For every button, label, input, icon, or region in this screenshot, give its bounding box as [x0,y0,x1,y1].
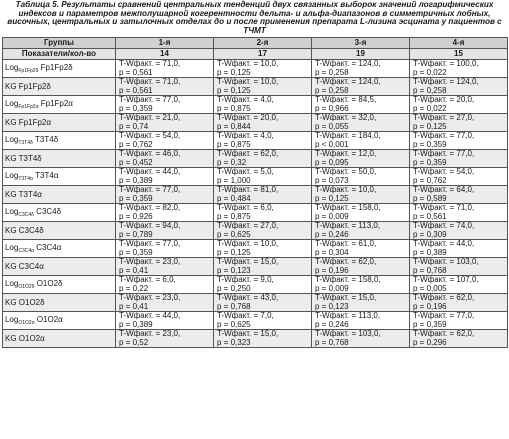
result-cell-group-4 [410,312,508,330]
p-value: p = 0,762 [119,139,153,149]
p-value: p = 0,125 [217,85,251,95]
p-value: p = 0,875 [217,211,251,221]
test-statistic: T-Wфакт. = 77,0, [119,185,181,195]
p-value: p < 0,001 [315,139,349,149]
test-statistic: T-Wфакт. = 54,0, [413,167,475,177]
test-statistic: T-Wфакт. = 10,0, [217,239,279,249]
test-statistic: T-Wфакт. = 23,0, [119,293,181,303]
test-statistic: T-Wфакт. = 15,0, [217,329,279,339]
test-statistic: T-Wфакт. = 103,0, [315,329,381,339]
test-statistic: T-Wфакт. = 23,0, [119,257,181,267]
result-cell-group-2 [214,222,312,240]
result-cell-group-2 [214,294,312,312]
result-cell-group-3 [312,330,410,348]
p-value: p = 0,966 [315,103,349,113]
p-value: p = 0,022 [413,103,447,113]
test-statistic: T-Wфакт. = 77,0, [413,311,475,321]
p-value: p = 1,000 [217,175,251,185]
test-statistic: T-Wфакт. = 71,0, [119,77,181,87]
test-statistic: T-Wфакт. = 7,0, [217,311,274,321]
row-label-rest: O1O2δ [34,279,63,289]
group-2-count: 17 [214,49,312,60]
test-statistic: T-Wфакт. = 10,0, [315,185,377,195]
row-label-main: KG T3T4δ [5,153,42,163]
p-value: p = 0,123 [217,265,251,275]
test-statistic: T-Wфакт. = 158,0, [315,275,381,285]
test-statistic: T-Wфакт. = 124,0, [315,77,381,87]
p-value: p = 0,359 [413,319,447,329]
row-label [3,78,116,96]
result-cell-group-2 [214,150,312,168]
group-1-count: 14 [116,49,214,60]
result-cell-group-1 [116,186,214,204]
row-label [3,312,116,330]
result-cell-group-4 [410,258,508,276]
test-statistic: T-Wфакт. = 43,0, [217,293,279,303]
p-value: p = 0,009 [315,211,349,221]
test-statistic: T-Wфакт. = 15,0, [315,293,377,303]
test-statistic: T-Wфакт. = 124,0, [315,59,381,69]
row-label [3,294,116,312]
test-statistic: T-Wфакт. = 50,0, [315,167,377,177]
result-cell-group-4 [410,96,508,114]
p-value: p = 0,561 [119,85,153,95]
test-statistic: T-Wфакт. = 23,0, [119,329,181,339]
test-statistic: T-Wфакт. = 32,0, [315,113,377,123]
result-cell-group-4 [410,294,508,312]
p-value: p = 0,123 [315,301,349,311]
p-value: p = 0,41 [119,301,149,311]
test-statistic: T-Wфакт. = 77,0, [413,149,475,159]
p-value: p = 0,74 [119,121,149,131]
p-value: p = 0,125 [217,247,251,257]
result-cell-group-1 [116,132,214,150]
result-cell-group-3 [312,240,410,258]
test-statistic: T-Wфакт. = 158,0, [315,203,381,213]
test-statistic: T-Wфакт. = 61,0, [315,239,377,249]
result-cell-group-4 [410,276,508,294]
row-label-main: Log [5,279,19,289]
p-value: p = 0,926 [119,211,153,221]
group-3-count: 19 [312,49,410,60]
test-statistic: T-Wфакт. = 27,0, [217,221,279,231]
table-row [3,204,508,222]
result-cell-group-1 [116,114,214,132]
result-cell-group-3 [312,186,410,204]
result-cell-group-4 [410,240,508,258]
p-value: p = 0,484 [217,193,251,203]
result-cell-group-2 [214,330,312,348]
test-statistic: T-Wфакт. = 12,0, [315,149,377,159]
result-cell-group-2 [214,168,312,186]
row-label-rest: C3C4δ [33,207,62,217]
test-statistic: T-Wфакт. = 84,5, [315,95,377,105]
results-table [2,37,508,348]
row-label [3,60,116,78]
result-cell-group-3 [312,294,410,312]
table-row [3,186,508,204]
row-label-rest: O1O2α [34,315,63,325]
row-label [3,240,116,258]
result-cell-group-2 [214,78,312,96]
test-statistic: T-Wфакт. = 100,0, [413,59,479,69]
row-label [3,222,116,240]
table-row [3,294,508,312]
row-label-subscript: Fp1Fp2α [18,104,39,111]
p-value: p = 0,359 [413,157,447,167]
result-cell-group-3 [312,132,410,150]
result-cell-group-1 [116,96,214,114]
p-value: p = 0,389 [413,247,447,257]
result-cell-group-4 [410,150,508,168]
test-statistic: T-Wфакт. = 103,0, [413,257,479,267]
row-label [3,150,116,168]
p-value: p = 0,250 [217,283,251,293]
row-label-subscript: O1O2α [18,320,35,327]
row-label-main: KG Fp1Fp2δ [5,81,51,91]
p-value: p = 0,625 [217,319,251,329]
table-row [3,240,508,258]
p-value: p = 0,625 [217,229,251,239]
table-row [3,132,508,150]
row-label-main: Log [5,99,19,109]
groups-label: Группы [3,38,116,49]
table-row [3,150,508,168]
row-label-rest: C3C4α [34,243,62,253]
p-value: p = 0,789 [119,229,153,239]
result-cell-group-3 [312,114,410,132]
row-label [3,186,116,204]
test-statistic: T-Wфакт. = 46,0, [119,149,181,159]
test-statistic: T-Wфакт. = 4,0, [217,131,274,141]
test-statistic: T-Wфакт. = 62,0, [217,149,279,159]
p-value: p = 0,055 [315,121,349,131]
groups-header-row [3,38,508,49]
test-statistic: T-Wфакт. = 113,0, [315,221,381,231]
test-statistic: T-Wфакт. = 44,0, [119,311,181,321]
result-cell-group-2 [214,186,312,204]
test-statistic: T-Wфакт. = 44,0, [413,239,475,249]
row-label [3,330,116,348]
result-cell-group-1 [116,294,214,312]
table-row [3,276,508,294]
count-label: Показатели/кол-во [3,49,116,60]
row-label-main: Log [5,243,19,253]
result-cell-group-4 [410,132,508,150]
test-statistic: T-Wфакт. = 62,0, [315,257,377,267]
table-body [3,60,508,348]
p-value: p = 0,296 [413,337,447,347]
p-value: p = 0,875 [217,103,251,113]
row-label-main: Log [5,135,19,145]
table-row [3,114,508,132]
table-row [3,312,508,330]
p-value: p = 0,095 [315,157,349,167]
row-label-rest: Fp1Fp2α [38,99,73,109]
test-statistic: T-Wфакт. = 54,0, [119,131,181,141]
result-cell-group-3 [312,60,410,78]
result-cell-group-1 [116,258,214,276]
test-statistic: T-Wфакт. = 62,0, [413,293,475,303]
test-statistic: T-Wфакт. = 77,0, [119,239,181,249]
group-4-count: 15 [410,49,508,60]
result-cell-group-3 [312,204,410,222]
table-row [3,258,508,276]
result-cell-group-4 [410,60,508,78]
table-row [3,96,508,114]
result-cell-group-1 [116,330,214,348]
group-1-header: 1-я [116,38,214,49]
p-value: p = 0,258 [315,67,349,77]
row-label-subscript: C3C4α [18,248,35,255]
row-label-main: KG T3T4α [5,189,42,199]
result-cell-group-1 [116,168,214,186]
result-cell-group-1 [116,240,214,258]
p-value: p = 0,844 [217,121,251,131]
row-label-main: KG C3C4α [5,261,44,271]
result-cell-group-2 [214,312,312,330]
p-value: p = 0,359 [119,103,153,113]
p-value: p = 0,073 [315,175,349,185]
test-statistic: T-Wфакт. = 74,0, [413,221,475,231]
p-value: p = 0,22 [119,283,149,293]
row-label-subscript: C3C4δ [18,212,34,219]
row-label-main: KG Fp1Fp2α [5,117,51,127]
result-cell-group-3 [312,150,410,168]
p-value: p = 0,125 [413,121,447,131]
test-statistic: T-Wфакт. = 44,0, [119,167,181,177]
result-cell-group-2 [214,132,312,150]
result-cell-group-2 [214,240,312,258]
row-label [3,276,116,294]
row-label-main: KG C3C4δ [5,225,44,235]
test-statistic: T-Wфакт. = 77,0, [119,95,181,105]
p-value: p = 0,359 [413,139,447,149]
result-cell-group-2 [214,96,312,114]
p-value: p = 0,323 [217,337,251,347]
row-label [3,132,116,150]
test-statistic: T-Wфакт. = 4,0, [217,95,274,105]
p-value: p = 0,389 [119,319,153,329]
row-label-rest: T3T4α [32,171,59,181]
result-cell-group-4 [410,222,508,240]
test-statistic: T-Wфакт. = 64,0, [413,185,475,195]
test-statistic: T-Wфакт. = 9,0, [217,275,274,285]
row-label-main: KG O1O2α [5,333,45,343]
result-cell-group-3 [312,168,410,186]
result-cell-group-3 [312,276,410,294]
result-cell-group-3 [312,258,410,276]
result-cell-group-1 [116,60,214,78]
test-statistic: T-Wфакт. = 62,0, [413,329,475,339]
table-row [3,168,508,186]
result-cell-group-4 [410,78,508,96]
test-statistic: T-Wфакт. = 5,0, [217,167,274,177]
row-label [3,114,116,132]
p-value: p = 0,768 [217,301,251,311]
p-value: p = 0,246 [315,319,349,329]
group-4-header: 4-я [410,38,508,49]
p-value: p = 0,359 [119,247,153,257]
result-cell-group-1 [116,78,214,96]
p-value: p = 0,452 [119,157,153,167]
p-value: p = 0,196 [315,265,349,275]
row-label-subscript: O1O2δ [18,284,35,291]
test-statistic: T-Wфакт. = 6,0, [217,203,274,213]
p-value: p = 0,304 [315,247,349,257]
test-statistic: T-Wфакт. = 82,0, [119,203,181,213]
test-statistic: T-Wфакт. = 184,0, [315,131,381,141]
p-value: p = 0,768 [315,337,349,347]
row-label [3,168,116,186]
p-value: p = 0,022 [413,67,447,77]
row-label-main: Log [5,171,19,181]
row-label-main: Log [5,315,19,325]
table-row [3,78,508,96]
result-cell-group-2 [214,60,312,78]
row-label [3,258,116,276]
test-statistic: T-Wфакт. = 124,0, [413,77,479,87]
test-statistic: T-Wфакт. = 81,0, [217,185,279,195]
counts-header-row [3,49,508,60]
result-cell-group-3 [312,312,410,330]
test-statistic: T-Wфакт. = 20,0, [217,113,279,123]
result-cell-group-4 [410,168,508,186]
test-statistic: T-Wфакт. = 113,0, [315,311,381,321]
p-value: p = 0,389 [119,175,153,185]
p-value: p = 0,52 [119,337,149,347]
p-value: p = 0,125 [217,67,251,77]
p-value: p = 0,258 [413,85,447,95]
row-label-main: Log [5,63,19,73]
p-value: p = 0,258 [315,85,349,95]
test-statistic: T-Wфакт. = 27,0, [413,113,475,123]
result-cell-group-1 [116,222,214,240]
test-statistic: T-Wфакт. = 77,0, [413,131,475,141]
table-row [3,330,508,348]
test-statistic: T-Wфакт. = 71,0, [119,59,181,69]
row-label-main: Log [5,207,19,217]
p-value: p = 0,561 [119,67,153,77]
row-label-rest: T3T4δ [32,135,59,145]
result-cell-group-2 [214,204,312,222]
test-statistic: T-Wфакт. = 21,0, [119,113,181,123]
result-cell-group-4 [410,186,508,204]
p-value: p = 0,589 [413,193,447,203]
row-label-subscript: T3T4δ [18,140,33,147]
result-cell-group-4 [410,204,508,222]
result-cell-group-1 [116,204,214,222]
result-cell-group-4 [410,330,508,348]
p-value: p = 0,009 [315,283,349,293]
p-value: p = 0,762 [413,175,447,185]
test-statistic: T-Wфакт. = 94,0, [119,221,181,231]
row-label-main: KG O1O2δ [5,297,45,307]
test-statistic: T-Wфакт. = 10,0, [217,77,279,87]
p-value: p = 0,561 [413,211,447,221]
result-cell-group-1 [116,276,214,294]
test-statistic: T-Wфакт. = 71,0, [413,203,475,213]
group-2-header: 2-я [214,38,312,49]
result-cell-group-1 [116,312,214,330]
table-caption: Таблица 5. Результаты сравнений центральных тенденций двух связанных выборок значений логарифмических индексов и параметров межполушарной когерентности дельта- и альфа-диапазонов в симметричных лобных, височных, центральных и затылочных отделах до и после применения препарата L-лизина эсцината у пациентов с ТЧМТ [7,0,502,35]
group-3-header: 3-я [312,38,410,49]
result-cell-group-3 [312,96,410,114]
result-cell-group-1 [116,150,214,168]
test-statistic: T-Wфакт. = 107,0, [413,275,479,285]
p-value: p = 0,005 [413,283,447,293]
test-statistic: T-Wфакт. = 15,0, [217,257,279,267]
row-label-rest: Fp1Fp2δ [38,63,73,73]
row-label [3,96,116,114]
row-label-subscript: T3T4α [18,176,33,183]
table-row [3,222,508,240]
row-label [3,204,116,222]
test-statistic: T-Wфакт. = 6,0, [119,275,176,285]
p-value: p = 0,246 [315,229,349,239]
result-cell-group-2 [214,276,312,294]
row-label-subscript: Fp1Fp2δ [18,68,39,75]
test-statistic: T-Wфакт. = 20,0, [413,95,475,105]
result-cell-group-2 [214,114,312,132]
p-value: p = 0,41 [119,265,149,275]
p-value: p = 0,32 [217,157,247,167]
p-value: p = 0,768 [413,265,447,275]
result-cell-group-3 [312,222,410,240]
result-cell-group-3 [312,78,410,96]
p-value: p = 0,125 [315,193,349,203]
p-value: p = 0,196 [413,301,447,311]
p-value: p = 0,359 [119,193,153,203]
table-row [3,60,508,78]
p-value: p = 0,875 [217,139,251,149]
p-value: p = 0,309 [413,229,447,239]
test-statistic: T-Wфакт. = 10,0, [217,59,279,69]
result-cell-group-4 [410,114,508,132]
result-cell-group-2 [214,258,312,276]
